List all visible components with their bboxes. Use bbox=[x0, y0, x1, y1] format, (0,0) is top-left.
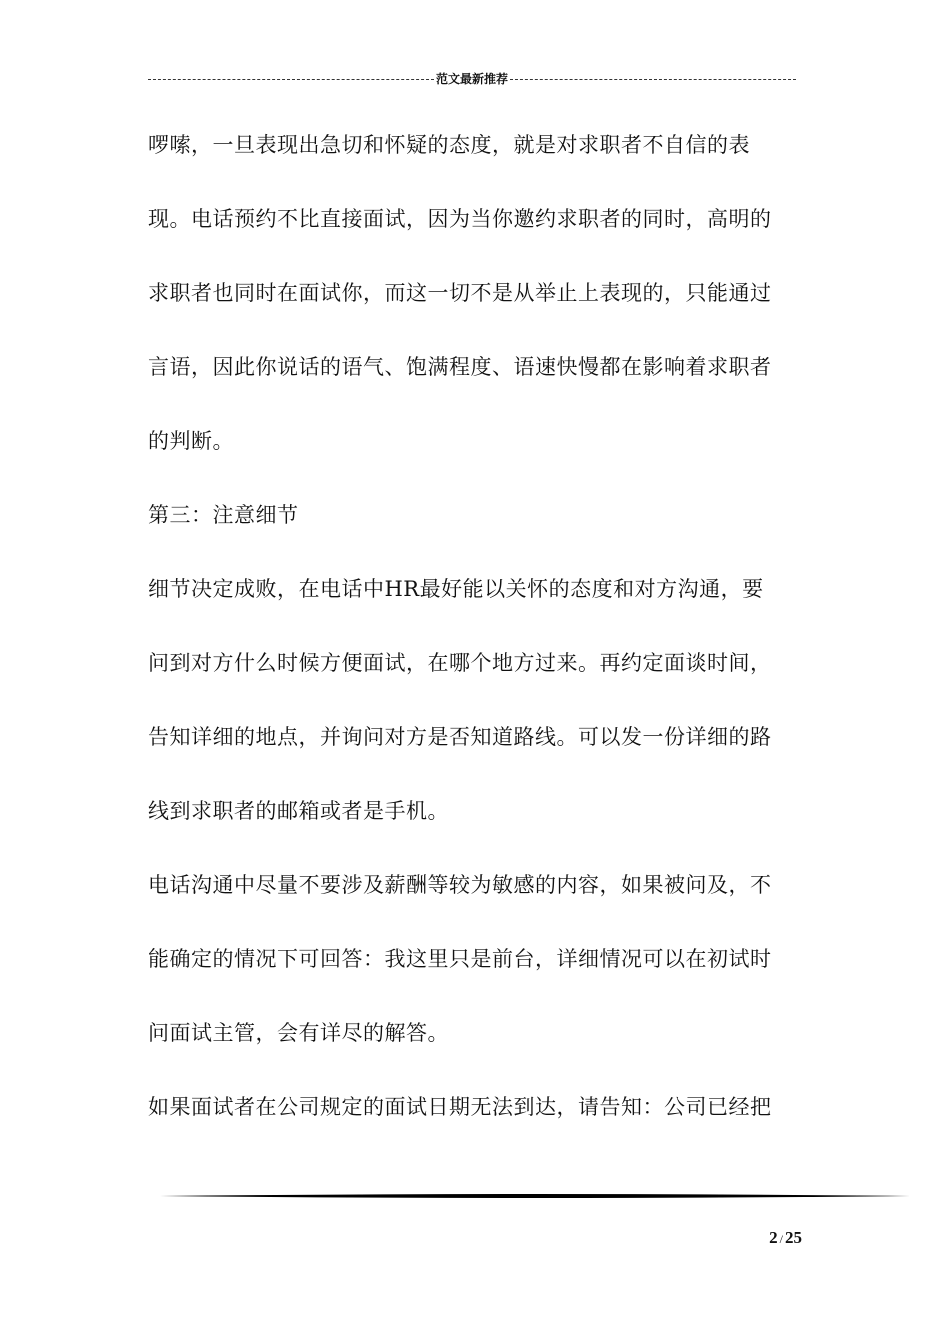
text-line: 如果面试者在公司规定的面试日期无法到达，请告知：公司已经把 bbox=[148, 1095, 772, 1119]
text-line: 求职者也同时在面试你，而这一切不是从举止上表现的，只能通过 bbox=[148, 281, 772, 305]
text-line: 现。电话预约不比直接面试，因为当你邀约求职者的同时，高明的 bbox=[148, 207, 772, 231]
text-line: 电话沟通中尽量不要涉及薪酬等较为敏感的内容，如果被问及，不 bbox=[148, 873, 772, 897]
text-line: 问面试主管，会有详尽的解答。 bbox=[148, 1021, 449, 1045]
page-header bbox=[148, 68, 796, 88]
document-body bbox=[148, 124, 802, 1160]
section-heading: 第三：注意细节 bbox=[148, 503, 299, 527]
total-pages: 25 bbox=[785, 1228, 802, 1247]
text-line: 告知详细的地点，并询问对方是否知道路线。可以发一份详细的路 bbox=[148, 725, 772, 749]
text-line: 问到对方什么时候方便面试，在哪个地方过来。再约定面谈时间， bbox=[148, 651, 772, 675]
footer-rule bbox=[160, 1193, 910, 1199]
text-line: 能确定的情况下可回答：我这里只是前台，详细情况可以在初试时 bbox=[148, 947, 772, 971]
header-dash-left bbox=[148, 79, 434, 80]
text-line: 啰嗦，一旦表现出急切和怀疑的态度，就是对求职者不自信的表 bbox=[148, 133, 750, 157]
text-line: 言语，因此你说话的语气、饱满程度、语速快慢都在影响着求职者 bbox=[148, 355, 772, 379]
page-number bbox=[740, 1228, 802, 1248]
header-title: 范文最新推荐 bbox=[436, 71, 509, 86]
text-line: 细节决定成败，在电话中HR最好能以关怀的态度和对方沟通，要 bbox=[148, 577, 764, 601]
header-dash-right bbox=[510, 79, 796, 80]
text-line: 的判断。 bbox=[148, 429, 234, 453]
current-page: 2 bbox=[769, 1228, 778, 1247]
page-separator: / bbox=[779, 1232, 783, 1246]
text-line: 线到求职者的邮箱或者是手机。 bbox=[148, 799, 449, 823]
